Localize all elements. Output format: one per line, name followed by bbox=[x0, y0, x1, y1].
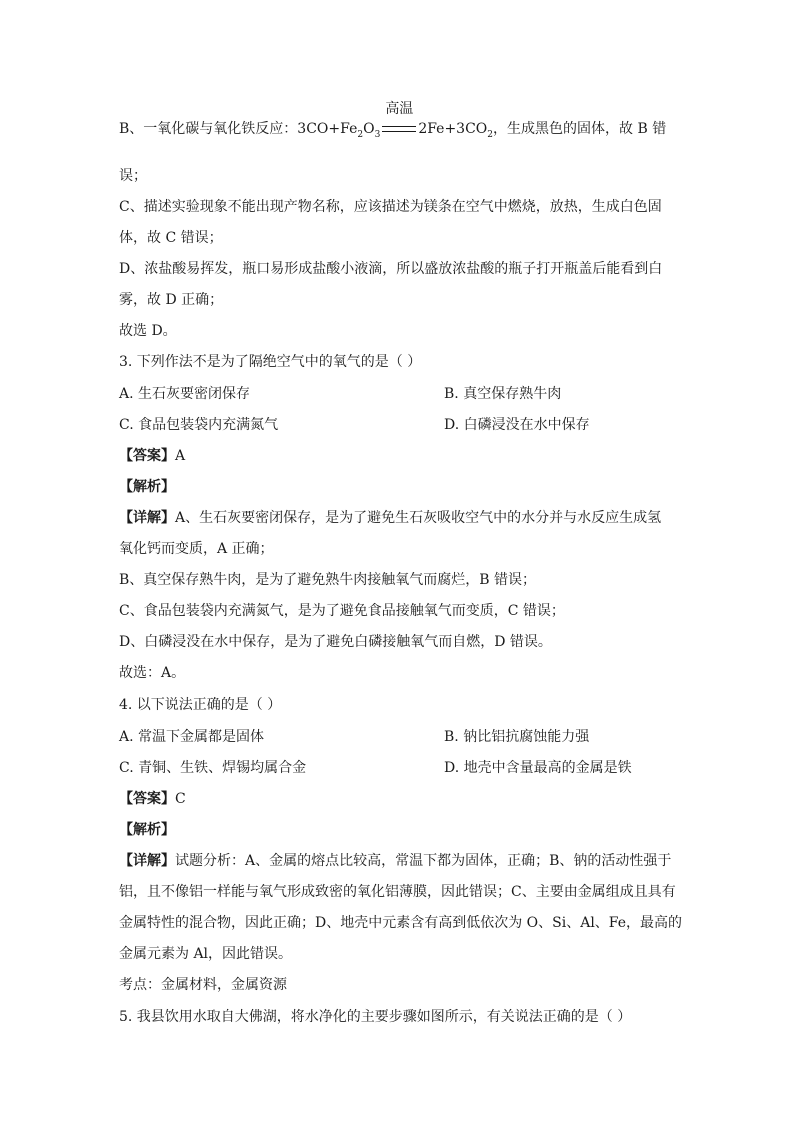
q2-analysis-d-line1: D、浓盐酸易挥发，瓶口易形成盐酸小液滴，所以盛放浓盐酸的瓶子打开瓶盖后能看到白 bbox=[119, 261, 663, 277]
q4-option-d: D. 地壳中含量最高的金属是铁 bbox=[444, 760, 632, 776]
answer-value: A bbox=[175, 448, 186, 464]
q3-detail-d: D、白磷浸没在水中保存，是为了避免白磷接触氧气而自燃，D 错误。 bbox=[119, 634, 552, 650]
oxygen-symbol: O bbox=[363, 121, 375, 137]
q4-kaodian: 考点：金属材料，金属资源 bbox=[119, 977, 287, 993]
q3-choice: 故选：A。 bbox=[119, 665, 186, 681]
reaction-condition: 高温 bbox=[385, 101, 414, 117]
q4-detail-2: 铝，且不像铝一样能与氧气形成致密的氧化铝薄膜，因此错误；C、主要由金属组成且具有 bbox=[119, 884, 676, 900]
q3-option-d: D. 白磷浸没在水中保存 bbox=[444, 417, 590, 433]
o-subscript: 3 bbox=[374, 129, 381, 140]
q3-stem: 3. 下列作法不是为了隔绝空气中的氧气的是（ ） bbox=[119, 354, 422, 370]
q4-detail-1 bbox=[119, 851, 679, 871]
q3-option-row-1 bbox=[119, 384, 679, 404]
q2-analysis-b-line bbox=[119, 101, 679, 145]
q4-option-b: B. 钠比铝抗腐蚀能力强 bbox=[444, 729, 590, 745]
q4-analysis-tag: 【解析】 bbox=[119, 822, 175, 838]
q4-stem: 4. 以下说法正确的是（ ） bbox=[119, 697, 282, 713]
equals-sign bbox=[382, 126, 416, 132]
reaction-condition-arrow bbox=[380, 101, 418, 139]
q4-detail-3: 金属特性的混合物，因此正确；D、地壳中元素含有高到低依次为 O、Si、Al、Fe，最高的 bbox=[119, 915, 683, 931]
answer-tag: 【答案】 bbox=[119, 791, 175, 807]
q3-detail-a1 bbox=[119, 508, 679, 528]
q4-option-a: A. 常温下金属都是固体 bbox=[119, 729, 265, 745]
b-equation-product: 2Fe+3CO bbox=[418, 121, 488, 137]
q5-stem: 5. 我县饮用水取自大佛湖，将水净化的主要步骤如图所示，有关说法正确的是（ ） bbox=[119, 1009, 632, 1025]
detail-text: A、生石灰要密闭保存，是为了避免生石灰吸收空气中的水分并与水反应生成氢 bbox=[175, 510, 662, 526]
q3-answer bbox=[119, 446, 679, 466]
q2-analysis-b-cont: 误； bbox=[119, 168, 147, 184]
q2-analysis-d-line2: 雾，故 D 正确； bbox=[119, 292, 224, 308]
q2-analysis-c-line2: 体，故 C 错误； bbox=[119, 230, 223, 246]
q4-answer bbox=[119, 789, 679, 809]
q4-detail-4: 金属元素为 Al，因此错误。 bbox=[119, 946, 293, 962]
q3-detail-a2: 氧化钙而变质，A 正确； bbox=[119, 541, 274, 557]
detail-tag: 【详解】 bbox=[119, 510, 175, 526]
answer-value: C bbox=[175, 791, 186, 807]
q3-detail-c: C、食品包装袋内充满氮气，是为了避免食品接触氧气而变质，C 错误； bbox=[119, 603, 565, 619]
answer-tag: 【答案】 bbox=[119, 448, 175, 464]
b-equation-prefix: B、一氧化碳与氧化铁反应：3CO+Fe bbox=[119, 121, 358, 137]
q4-option-row-2 bbox=[119, 758, 679, 778]
q3-detail-b: B、真空保存熟牛肉，是为了避免熟牛肉接触氧气而腐烂，B 错误； bbox=[119, 572, 537, 588]
co2-subscript: 2 bbox=[487, 129, 494, 140]
q3-analysis-tag: 【解析】 bbox=[119, 479, 175, 495]
q3-option-b: B. 真空保存熟牛肉 bbox=[444, 386, 562, 402]
q2-choice: 故选 D。 bbox=[119, 323, 177, 339]
detail-text: 试题分析：A、金属的熔点比较高，常温下都为固体，正确；B、钠的活动性强于 bbox=[175, 853, 672, 869]
detail-tag: 【详解】 bbox=[119, 853, 175, 869]
q4-option-c: C. 青铜、生铁、焊锡均属合金 bbox=[119, 760, 307, 776]
q3-option-c: C. 食品包装袋内充满氮气 bbox=[119, 417, 279, 433]
q2-analysis-c-line1: C、描述实验现象不能出现产物名称，应该描述为镁条在空气中燃烧，放热，生成白色固 bbox=[119, 199, 662, 215]
q3-option-a: A. 生石灰要密闭保存 bbox=[119, 386, 251, 402]
q3-option-row-2 bbox=[119, 415, 679, 435]
fe-subscript: 2 bbox=[357, 129, 364, 140]
q4-option-row-1 bbox=[119, 727, 679, 747]
b-equation-suffix: ，生成黑色的固体，故 B 错 bbox=[493, 121, 667, 137]
